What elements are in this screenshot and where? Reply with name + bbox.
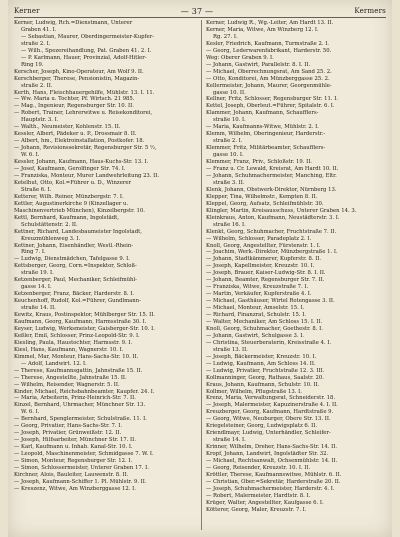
directory-entry: — Joseph, Malermeister, Kapuzinerstraße 4. I. II.	[206, 402, 338, 409]
directory-entry: Keuchenhoff, Rudolf, Kol.=Führer, Gundlmann-	[14, 298, 141, 305]
directory-entry: Kleppel, Georg, Aufsatz, Schleifmühlstr. 30.	[206, 200, 324, 207]
directory-entry: Kellner, Fritz, Schlosser, Regensburger Str. 11. I.	[206, 96, 338, 103]
directory-entry: straße 13. II.	[213, 346, 248, 353]
directory-entry: Keßler, Emil, Schlosser, Prinz-Leopold-Str. 9. I.	[14, 332, 140, 339]
directory-entry: — Joseph, Kapellmeister, Kreuzstr. 10. I.	[206, 263, 315, 270]
directory-entry: — Simon, Monteur, Regensburger Str. 12. I.	[14, 458, 133, 465]
directory-entry: — Joseph, Privatier, Grünweißstr. 12. II.	[14, 430, 122, 437]
directory-entry: Kötterer, Georg, Maler, Kreuzstr. 7. I.	[206, 506, 307, 513]
page-number: — 37 —	[180, 6, 214, 16]
directory-entry: Klemmer, Franz, Priv., Schloßstr. 19. II.	[206, 159, 312, 166]
directory-entry: Klingler, Martin, Kreisausschuss, Unterer Graben 14. 3.	[206, 207, 357, 214]
directory-entry: gasse 10. I.	[213, 152, 244, 159]
directory-entry: Kraus, Johann, Kaufmann, Schulstr. 10. II.	[206, 381, 320, 388]
directory-entry: — Franziska, Witwe, Kreuzstraße 7. I.	[206, 284, 309, 291]
directory-entry: — Ludwig, Kaufmann, Am Schloss 14. II.	[206, 360, 316, 367]
directory-entry: — Joachim, Werk.-Direktor, Münzbergstraße 1. I.	[206, 249, 338, 256]
directory-entry: — Johann, Stadtkämmerer, Kupferstr. 8. II.	[206, 256, 322, 263]
directory-entry: Kreuzberger, Georg, Kaufmann, Hardtstraße 9.	[206, 409, 334, 416]
header-right-keyword: Kermers	[354, 7, 386, 15]
directory-entry: — Wilh., Spezereihandlung, Pat. Graben 41. 2. I.	[21, 47, 152, 54]
directory-entry: — Christina, Steuerberaterin, Kreisstraße 4. I.	[206, 339, 332, 346]
directory-entry: Keyser, Ludwig, Werksmeister, Gaisberger-Str. 10. I.	[14, 325, 155, 332]
directory-entry: — Robert, Malermeister, Hardtstr. 8. I.	[206, 492, 311, 499]
directory-entry: Knoll, Georg, Angestellter, Fürstenstr. 1. I.	[206, 242, 321, 249]
directory-entry: — Johann, Schuhmachermeister, Manching, Eltr.	[206, 172, 337, 179]
directory-entry: straße 2. I.	[213, 138, 243, 145]
left-column	[14, 20, 198, 493]
directory-entry: Kollmer, Wilhelm, Pflugstraße 13. I.	[206, 388, 302, 395]
directory-entry: Kinzel, Bernhard, Uhrmacher, Münchner Str. 13.	[14, 402, 146, 409]
directory-entry: Klemmer, Fritz, Militärbeamter, Schaufflers-	[206, 145, 326, 152]
directory-entry: Kinder, Michael, Reichsbahnbeamter, Kaupfer. 24. I.	[14, 388, 155, 395]
directory-entry: — P. Karlmann, Hauer, Provinzial, Adolf-Hitler-	[21, 54, 147, 61]
directory-entry: Kerth, Hans, Fleischhauergehilfe, Mühlstr. 13. I. 11.	[14, 89, 155, 96]
directory-entry: — Simon, Schlossermeister, Unterer Graben 17. I.	[14, 465, 149, 471]
directory-entry: — Sebastian, Maurer, Oberdingermeister-Kupfer-	[21, 33, 154, 40]
directory-entry: W. 6. I.	[21, 409, 40, 416]
directory-entry: — Josef, Kaufmann, Gerolfinger Str. 74. I.	[14, 166, 126, 173]
directory-entry: — Martin, Verkäufer, Kupferstraße 4. I.	[206, 291, 312, 298]
directory-entry: Kiesl, Hans, Kaufmann, Wagnerstr. 10. I.	[14, 346, 124, 353]
directory-entry: — Ludwig, Dienstmädchen, Tafelgasse 9. I.	[14, 256, 130, 263]
directory-entry: — Michael, Oberrechnungsrat, Am Sand 25. 2.	[206, 68, 332, 75]
directory-entry: Kerschberger, Therese, Pensionistin, Magazin-	[14, 75, 140, 82]
directory-entry: Kiesling, Paula, Haustochter, Harmsstr. 9. I.	[14, 339, 133, 346]
directory-entry: Ketzenberger, Franz, Bäcker, Harderstr. 8. I.	[14, 291, 134, 298]
directory-entry: straße 19. I.	[21, 270, 54, 277]
header-rule	[14, 17, 386, 18]
directory-entry: Knoll, Georg, Schuhmacher, Goethestr. 8. I.	[206, 325, 323, 332]
directory-entry: — Ludwig, Privatier, Fruchtstraße 12. 3. III.	[206, 367, 325, 374]
directory-entry: straße 2. I.	[21, 40, 51, 47]
directory-entry: Maschinenvertrieb München), Kinzelbergstr. 10.	[14, 207, 145, 214]
directory-entry: — Karl, Kaufmann u. Inhab. Kanal-Str. 10. I.	[14, 444, 133, 451]
directory-entry: — Joseph, Schuhmachermeister, Harderstr. 4. I.	[206, 485, 335, 492]
directory-entry: Kerner, Maria, Witwe, Am Winzberg 12. I.	[206, 26, 319, 33]
directory-entry: Klenk, Johann, Obstwerk-Direktor, Nürnberg 13.	[206, 186, 337, 193]
directory-entry: — Maria, Kaufmanns-Witwe, Mühlstr. 2. I.	[206, 124, 319, 131]
directory-entry: — Johann, Gastwirt, Schulgasse 3. I.	[206, 332, 304, 339]
column-divider	[201, 20, 202, 530]
directory-entry: — Mag., Ingenieur, Regensburger Str. 10. II.	[14, 103, 134, 110]
directory-entry: straße 10. I.	[213, 117, 246, 124]
header-left-keyword: Kerner	[14, 7, 40, 15]
directory-entry: Kollmanninger, Georg, Rathaus, Saalstr. 20.	[206, 374, 324, 381]
directory-entry: Hauptstr. 3. I.	[21, 117, 59, 124]
directory-entry: Kröttler, Therese, Kaufmannswitwe, Mühlstr. 6. II.	[206, 471, 342, 478]
directory-entry: — Albert, hm., Elektroinstallation, Postkofer. 18.	[14, 138, 145, 145]
directory-entry: — Adolf, Landwirt. 12. I.	[21, 360, 87, 367]
directory-entry: straße 16. I.	[213, 221, 246, 228]
directory-entry: — Joseph, Hilfsarbeiter, Münchner Str. 17. II.	[14, 437, 136, 444]
directory-entry: straße 14. II.	[21, 305, 56, 312]
directory-entry: Kriendlmayr, Ludwig, Unterhändler, Schleifer-	[206, 430, 331, 437]
directory-entry: Klammer, Johann, Kaufmann, Schaufflers-	[206, 110, 319, 117]
directory-entry: — Johann, Revisionssekretär, Regensburger Str. 5 ½,	[14, 145, 157, 152]
directory-entry: Krüger, Walter, Angestellter, Kaufgasse 6. I.	[206, 499, 324, 506]
directory-entry: Kimmel, Mar, Monteur, Hans-Sachs-Str. 10. II.	[14, 353, 139, 360]
directory-entry: Kettler, Augustinerkirche 9 (Kinzellager u.	[14, 200, 129, 207]
directory-entry: Rg. 27. I.	[213, 33, 238, 40]
directory-entry: Ketterer, Wilh. Reiner, Münzbergstr. 7. I.	[14, 193, 124, 200]
directory-entry: Kerner, Ludwig, Rch.=Dienstmann, Unterer	[14, 20, 133, 26]
directory-entry: — Wilhelm, Schlosser, Paradeplatz 2. I.	[206, 235, 312, 242]
directory-entry: — Walth., Neumeister, Kohlenstr. 15. II.	[14, 124, 121, 131]
directory-entry: — Bernhard, Spenglermeister, Schulstraße. 11. I.	[14, 416, 147, 423]
directory-entry: — Therese, Kaufmannsgattin, Jahnstraße 15. II.	[14, 367, 143, 374]
directory-entry: — Ww. Maria u. Tochter, Pf. Wirtsch. 21 985.	[14, 96, 135, 103]
directory-entry: straße 2. II.	[21, 82, 53, 89]
directory-entry: Klepper, Tina, Wilhelmstr., Kempten 8. II.	[206, 193, 318, 200]
directory-entry: — Georg, Lederwarenfabrikant, Harderstr. 50.	[206, 47, 332, 54]
directory-entry: Kriegelsteiner, Georg, Ludwigsplatz 6. II.	[206, 423, 318, 430]
directory-entry: — Johann, Gastwirt, Parallelstr. 8. I. II.	[206, 61, 311, 68]
directory-entry: Ring 7. I.	[21, 249, 46, 256]
directory-entry: — Joseph, Kaufmann-Schiffer 1. Pl. Mühlstr. 9. II.	[14, 478, 147, 485]
directory-entry: Kettner, Richard, Landesbaumeister Ingolstadt,	[14, 228, 142, 235]
directory-entry: — Walter, Mechaniker, Am Schloss 15. I. II.	[206, 318, 323, 325]
directory-entry: — Michael, Monteur, Amselstr. 15. I.	[206, 305, 305, 312]
directory-entry: Kettner, Johann, Eisenhändler, Westl.-Rhein-	[14, 242, 134, 249]
directory-entry: — Johann, Beamter, Regensburger Str. 7. II.	[206, 277, 325, 284]
directory-entry: Kreuzmühlenweg 3. I.	[21, 235, 81, 242]
directory-entry: Kewitz, Kraus, Postinspektor, Mühlberger Str. 15. II.	[14, 312, 155, 319]
directory-entry: gasse 14. I.	[21, 284, 52, 291]
directory-entry: gasse 10. II.	[213, 89, 246, 96]
directory-entry: Kirchner, Alois, Bauleiter, Lauwenstr. 8. II.	[14, 471, 129, 478]
directory-entry: straße 14. I.	[213, 437, 246, 444]
directory-entry: Ketzenberger, Paul, Mechaniker, Schleifmühl-	[14, 277, 137, 284]
directory-entry: Kleinkraus, Anton, Kaufmann, Neustädterstr. 3. I.	[206, 214, 340, 221]
directory-entry: Kettsberger, Georg, Corn.=Inspektor, Schloß-	[14, 263, 137, 270]
directory-entry: — Wilhelm, Reisender, Wagnerstr. 5. II.	[14, 381, 120, 388]
directory-entry: — Franziska, Monteur, Murer Landwehrleitung 23. II.	[14, 172, 160, 179]
directory-entry: — Franz u. Cr. Lewald, Kreisrat, Am Hardt 10. II.	[206, 166, 339, 173]
directory-entry: — Therese, Angestellte, Jahnstraße 15. II.	[14, 374, 127, 381]
directory-entry: Schulstättenstr. 2. II.	[21, 221, 78, 228]
directory-entry: — Georg, Reisender, Kreuzstr. 10. I. II.	[206, 465, 311, 471]
directory-entry: Kellermeister, Johann, Maurer, Georgenmühle-	[206, 82, 332, 89]
directory-entry: Kettl, Bernhard, Kaufmann, Ingolstädt,	[14, 214, 119, 221]
directory-entry: Kettel, Joseph, Oberleut.=Führer, Spitalstr. 6. I.	[206, 103, 335, 110]
directory-entry: — Otto, Konditorei, Am Münzberggasse 25. 2.	[206, 75, 330, 82]
directory-entry: — Richard, Finanzrat, Schulstr. 15. I.	[206, 312, 306, 319]
directory-entry: Krenz, Maria, Verwaltungsrat, Schneiderstr. 18.	[206, 395, 336, 402]
directory-entry: — Leopold, Maschinenmeister, Schmidgasse 7. W. I.	[14, 451, 154, 458]
directory-entry: — Christian, Ober.=Sekretär, Harderstraße 20. II.	[206, 478, 341, 485]
directory-entry: straße 3. II.	[213, 179, 245, 186]
directory-entry: — Maria, Arbeiterin, Prinz-Heinrich-Str. 7. II.	[14, 395, 136, 402]
directory-entry: — Joseph, Bäckermeister, Kreuzstr. 10. I.	[206, 353, 317, 360]
directory-entry: Kaufmann, Georg, Kaufmann, Harmsstraße 30. I.	[14, 318, 147, 325]
directory-entry: — Michael, Rechtsanwalt, Ochsenmühlstr. 14. II.	[206, 458, 338, 465]
directory-entry: Kesler, Friedrich, Kaufmann, Turmstraße 2. I.	[206, 40, 329, 47]
directory-entry: Klenkt, Georg, Schuhmacher, Fruchtstraße 7. II.	[206, 228, 337, 235]
directory-entry: Krinner, Wilhelm, Dreher, Hans-Sachs-Str. 14. II.	[206, 444, 338, 451]
directory-entry: W. 6. I.	[21, 152, 40, 159]
directory-entry: Kessler, Johann, Kaufmann, Haus-Kuchs-Str. 13. I.	[14, 159, 149, 166]
directory-entry: Graben 41. I.	[21, 26, 57, 33]
directory-entry: — Georg, Witwe, Neuburger, Obere Str. 13. II.	[206, 416, 331, 423]
directory-entry: Straße 6. I.	[21, 186, 52, 193]
directory-entry: — Georg, Privatier, Hans-Sachs-Str. 7. I.	[14, 423, 122, 430]
directory-entry: Kerner, Ludwig R., Wg.-Leiter, Am Hardt 13. II.	[206, 20, 334, 26]
directory-entry: Weg: Oberer Graben 9. I.	[206, 54, 274, 61]
directory-entry: — Michael, Gasthäuser, Wirtel Rotengasse 3. II.	[206, 298, 335, 305]
directory-entry: Klemm, Wilhelm, Oberingenieur, Harderstr.-	[206, 131, 326, 138]
directory-entry: Ketelhut, Otto, Kol.=Führer u. D., Winzerer	[14, 179, 132, 186]
directory-entry: Kessler, Albert, Pädeker u. P., Drossmair 8. II.	[14, 131, 137, 138]
directory-entry: Kerscher, Joseph, Kino-Operateur, Am Wolf 9. II.	[14, 68, 144, 75]
directory-entry: Ring 19.	[21, 61, 44, 68]
directory-entry: Kropf, Johann, Landwirt, Ingolstädter Str. 32.	[206, 451, 329, 458]
page-header	[14, 5, 386, 17]
directory-entry: — Robert, Trainer, Lehrerwitwe u. Reisekonditorei,	[14, 110, 153, 117]
directory-entry: — Kreszenz, Witwe, Am Winzberggasse 12. I.	[14, 485, 136, 492]
directory-page	[8, 0, 392, 537]
right-column	[206, 20, 390, 514]
directory-entry: — Joseph, Brauer, Kaiser-Ludwig-Str. 8. I. II.	[206, 270, 326, 277]
